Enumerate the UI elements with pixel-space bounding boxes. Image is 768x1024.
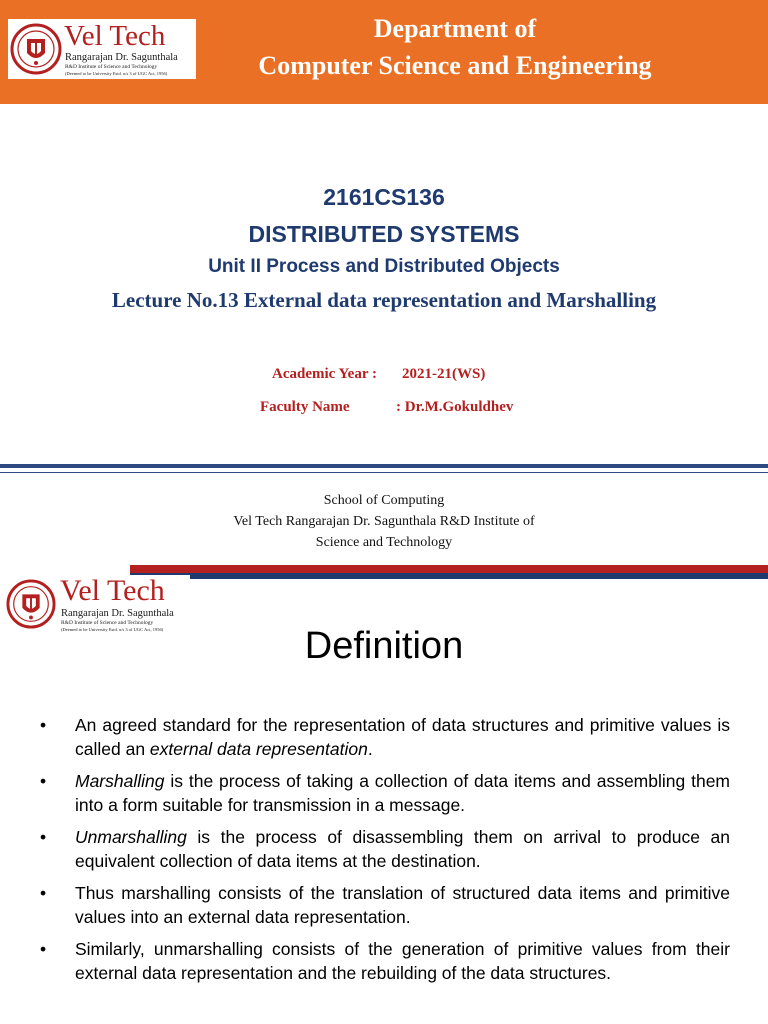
logo-tagline: R&D Institute of Science and Technology [65,64,158,70]
header-blue-bar [130,573,768,579]
bullet-text: Thus marshalling consists of the translation of structured data items and primitive values into an external data representation. [75,883,730,927]
unit-title: Unit II Process and Distributed Objects [208,256,560,277]
bullet-text: . [367,739,373,759]
faculty-name-label: Faculty Name [260,399,350,415]
academic-year-label: Academic Year : [272,366,377,382]
logo-name: Vel Tech [64,20,166,52]
university-seal-icon [6,579,56,629]
bullet-icon: • [40,827,47,847]
term-emphasis: Marshalling [75,771,165,791]
header-red-bar [130,565,768,573]
university-seal-icon [10,23,62,75]
list-item [40,881,730,929]
divider-thin [0,472,768,473]
term-emphasis: Unmarshalling [75,827,187,847]
logo-name: Vel Tech [60,574,165,607]
school-name: School of Computing [323,493,445,508]
logo-fineprint: (Deemed to be University Estd. u/s 3 of UGC Act, 1956) [65,71,168,76]
academic-year-value: 2021-21(WS) [402,366,486,382]
lecture-title: Lecture No.13 External data representation and Marshalling [111,288,657,312]
bullet-icon: • [40,771,47,791]
list-item [40,937,730,985]
list-item [40,769,730,817]
bullet-icon: • [40,939,47,959]
bullet-icon: • [40,883,47,903]
institute-name-line2: Science and Technology [315,535,453,550]
logo-tagline: R&D Institute of Science and Technology [61,620,154,626]
bullet-text: is the process of taking a collection of data items and assembling them into a form suitable for transmission in a message. [75,771,730,815]
divider-thick [0,464,768,468]
list-item [40,825,730,873]
vel-tech-logo [8,19,196,79]
slide-title: Definition [304,625,464,667]
header-banner [0,0,768,104]
institute-name-line1: Vel Tech Rangarajan Dr. Sagunthala R&D Institute of [233,514,535,529]
list-item [40,713,730,761]
logo-subtitle: Rangarajan Dr. Sagunthala [61,608,174,619]
department-title: Department of [373,14,537,43]
definition-list [40,713,730,993]
logo-fineprint: (Deemed to be University Estd. u/s 3 of UGC Act, 1956) [61,627,164,632]
logo-subtitle: Rangarajan Dr. Sagunthala [65,52,178,63]
bullet-text: An agreed standard for the representation of data structures and primitive values is called an [75,715,730,759]
course-title: DISTRIBUTED SYSTEMS [248,221,520,247]
bullet-text: is the process of disassembling them on arrival to produce an equivalent collection of data items at the destination. [75,827,730,871]
bullet-icon: • [40,715,47,735]
course-code: 2161CS136 [323,184,445,210]
bullet-text: Similarly, unmarshalling consists of the generation of primitive values from their external data representation and the rebuilding of the data structures. [75,939,730,983]
definition-slide [0,561,768,1024]
department-name: Computer Science and Engineering [258,51,652,80]
faculty-name-value: : Dr.M.Gokuldhev [396,399,514,415]
term-emphasis: external data representation [149,739,368,759]
